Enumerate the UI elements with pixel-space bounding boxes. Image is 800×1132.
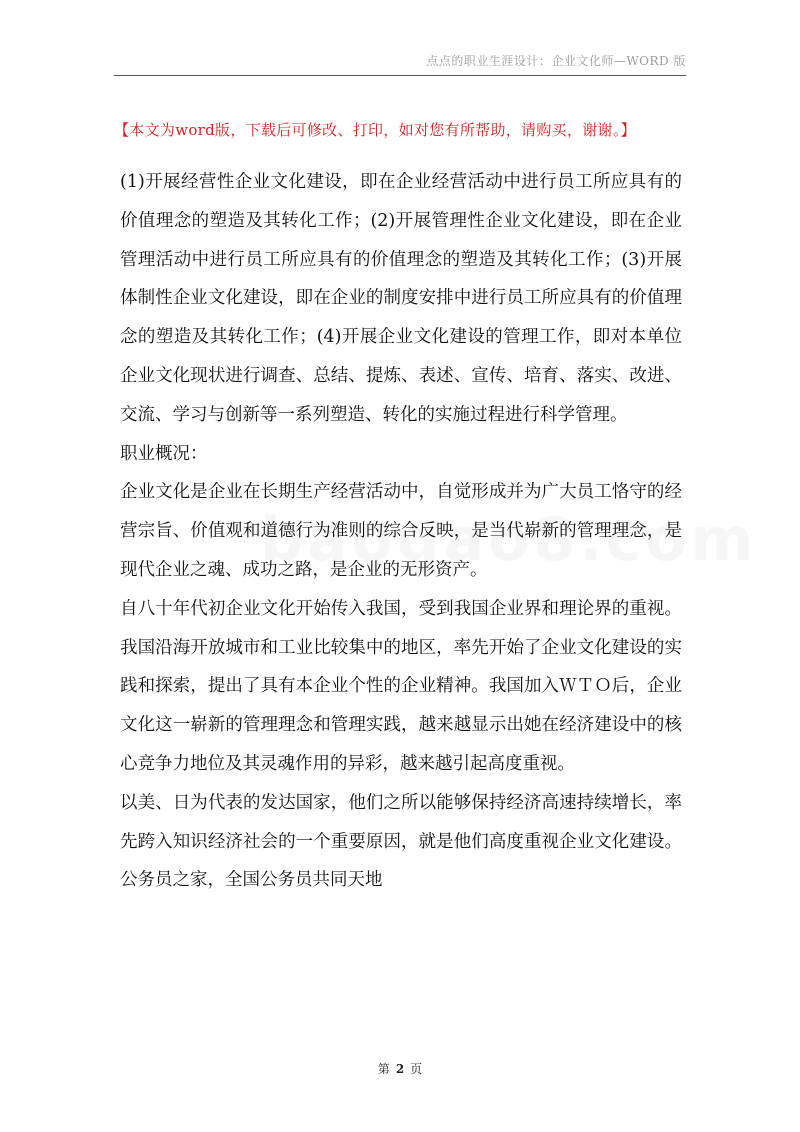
paragraph-history: 自八十年代初企业文化开始传入我国，受到我国企业界和理论界的重视。我国沿海开放城市和工业比较集中的地区，率先开始了企业文化建设的实践和探索，提出了具有本企业个性的企业精神。我国加入ＷＴＯ后，企业文化这一崭新的管理理念和管理实践，越来越显示出她在经济建设中的核心竞争力地位及其灵魂作用的异彩，越来越引起高度重视。 (120, 598, 682, 774)
paragraph-developed-countries: 以美、日为代表的发达国家，他们之所以能够保持经济高速持续增长，率先跨入知识经济社会的一个重要原因，就是他们高度重视企业文化建设。公务员之家，全国公务员共同天地 (120, 792, 682, 891)
running-header: 点点的职业生涯设计：企业文化师—WORD 版 (426, 54, 686, 68)
page-number: 2 (395, 1062, 405, 1076)
page-label-suffix: 页 (410, 1062, 423, 1076)
header-divider (114, 75, 686, 76)
document-body (120, 163, 682, 900)
paragraph-definition: 企业文化是企业在长期生产经营活动中，自觉形成并为广大员工恪守的经营宗旨、价值观和道德行为准则的综合反映，是当代崭新的管理理念，是现代企业之魂、成功之路，是企业的无形资产。 (120, 482, 682, 580)
page-label-prefix: 第 (377, 1062, 390, 1076)
page-footer (0, 1060, 800, 1077)
paragraph-duties: (1)开展经营性企业文化建设，即在企业经营活动中进行员工所应具有的价值理念的塑造及其转化工作；(2)开展管理性企业文化建设，即在企业管理活动中进行员工所应具有的价值理念的塑造及其转化工作；(3)开展体制性企业文化建设，即在企业的制度安排中进行员工所应具有的价值理念的塑造及其转化工作；(4)开展企业文化建设的管理工作，即对本单位企业文化现状进行调查、总结、提炼、表述、宣传、培育、落实、改进、交流、学习与创新等一系列塑造、转化的实施过程进行科学管理。 (120, 172, 682, 425)
download-notice: 【本文为word版，下载后可修改、打印，如对您有所帮助，请购买，谢谢。】 (114, 121, 636, 139)
section-heading-overview: 职业概况： (120, 443, 208, 464)
